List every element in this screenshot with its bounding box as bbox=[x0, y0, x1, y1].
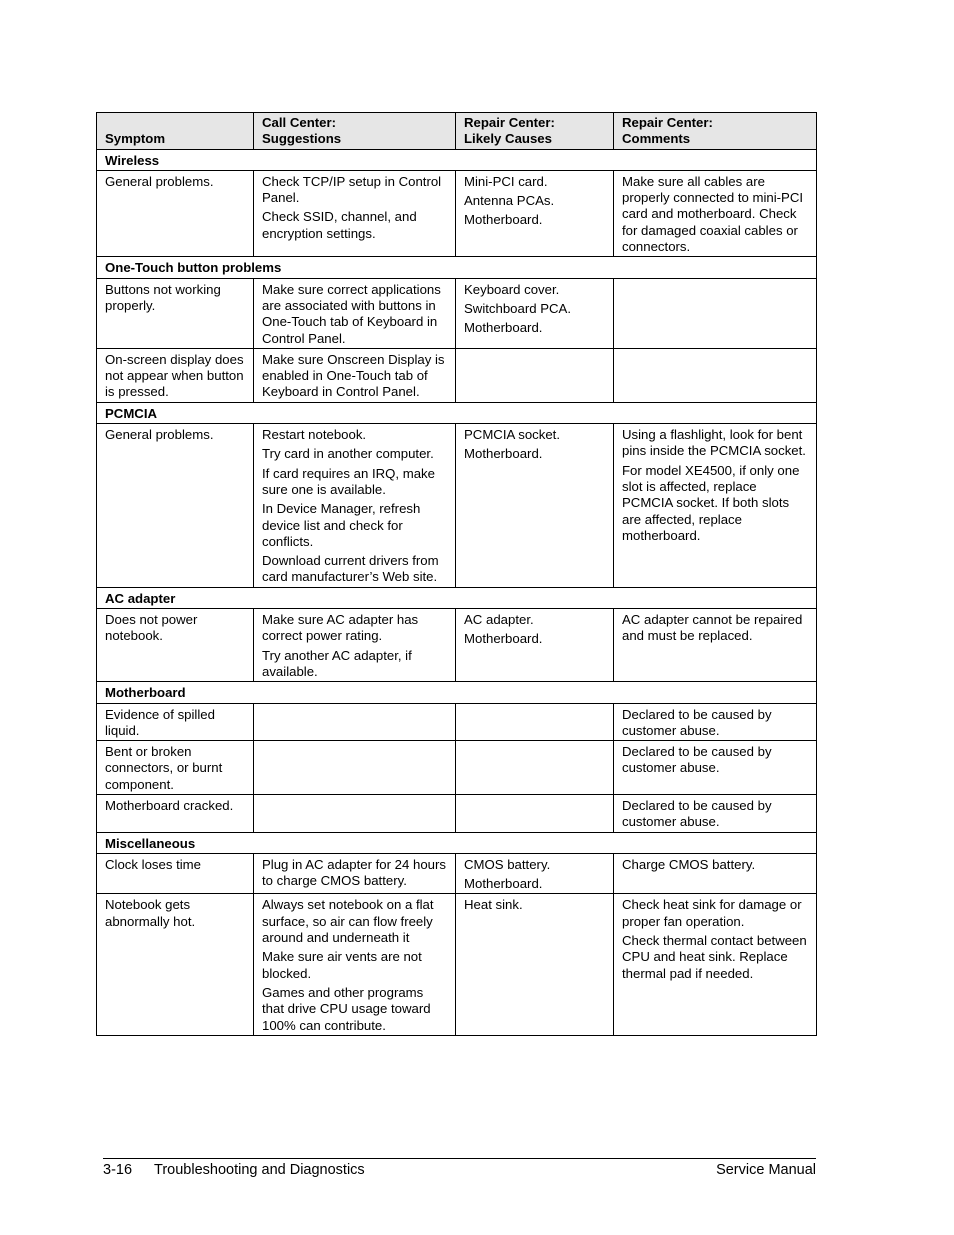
table-header-row bbox=[97, 113, 817, 150]
causes-cell bbox=[456, 853, 614, 894]
section-title: One-Touch button problems bbox=[97, 257, 817, 278]
comments-cell bbox=[614, 894, 817, 1035]
symptom-cell bbox=[97, 348, 254, 402]
table-row bbox=[97, 170, 817, 256]
causes-text: Antenna PCAs. bbox=[464, 193, 555, 209]
suggestions-cell bbox=[254, 703, 456, 741]
comments-text: Declared to be caused by customer abuse. bbox=[622, 797, 772, 830]
header-line: Repair Center: bbox=[464, 115, 555, 130]
symptom-cell bbox=[97, 424, 254, 588]
causes-text: Motherboard. bbox=[464, 446, 543, 462]
comments-text: Charge CMOS battery. bbox=[622, 856, 756, 872]
suggestions-text: Restart notebook. bbox=[262, 427, 367, 443]
suggestions-cell bbox=[254, 170, 456, 256]
header-line: Likely Causes bbox=[464, 131, 552, 147]
causes-text: Switchboard PCA. bbox=[464, 300, 572, 316]
section-title: PCMCIA bbox=[97, 402, 817, 423]
section-title: Motherboard bbox=[97, 682, 817, 703]
section-title: Miscellaneous bbox=[97, 832, 817, 853]
table-body bbox=[97, 149, 817, 1035]
comments-cell bbox=[614, 703, 817, 741]
section-row bbox=[97, 402, 817, 423]
suggestions-cell bbox=[254, 278, 456, 348]
suggestions-cell bbox=[254, 424, 456, 588]
footer-chapter: Troubleshooting and Diagnostics bbox=[154, 1162, 365, 1178]
causes-text: Heat sink. bbox=[464, 897, 523, 913]
suggestions-text: Try card in another computer. bbox=[262, 446, 434, 462]
suggestions-text: Check TCP/IP setup in Control Panel. bbox=[262, 173, 442, 206]
causes-text: Motherboard. bbox=[464, 212, 543, 228]
section-row bbox=[97, 832, 817, 853]
suggestions-text: In Device Manager, refresh device list and check for conflicts. bbox=[262, 501, 421, 549]
comments-cell bbox=[614, 278, 817, 348]
suggestions-text: Make sure Onscreen Display is enabled in One-Touch tab of Keyboard in Control Panel. bbox=[262, 351, 445, 400]
header-line: Comments bbox=[622, 131, 691, 147]
causes-text: Keyboard cover. bbox=[464, 281, 560, 297]
header-line: Symptom bbox=[105, 131, 166, 147]
troubleshooting-table bbox=[96, 112, 817, 1036]
symptom-text: Evidence of spilled liquid. bbox=[105, 706, 215, 738]
symptom-text: Motherboard cracked. bbox=[105, 797, 234, 813]
table-row bbox=[97, 348, 817, 402]
section-row bbox=[97, 257, 817, 278]
section-row bbox=[97, 149, 817, 170]
suggestions-text: Games and other programs that drive CPU usage toward 100% can contribute. bbox=[262, 984, 431, 1033]
suggestions-text: Make sure air vents are not blocked. bbox=[262, 949, 422, 981]
comments-text: AC adapter cannot be repaired and must be replaced. bbox=[622, 612, 803, 644]
table-row bbox=[97, 609, 817, 682]
suggestions-cell bbox=[254, 609, 456, 682]
symptom-cell bbox=[97, 170, 254, 256]
causes-text: AC adapter. bbox=[464, 612, 534, 628]
header-symptom bbox=[97, 113, 254, 150]
table-row bbox=[97, 424, 817, 588]
footer-page-number: 3-16 bbox=[103, 1162, 133, 1178]
suggestions-text: Always set notebook on a flat surface, so air can flow freely around and underneath it bbox=[262, 897, 434, 946]
header-line: Call Center: bbox=[262, 115, 337, 130]
table-row bbox=[97, 741, 817, 795]
footer-manual-title: Service Manual bbox=[716, 1162, 816, 1178]
table-row bbox=[97, 794, 817, 832]
causes-cell bbox=[456, 609, 614, 682]
symptom-cell bbox=[97, 278, 254, 348]
comments-cell bbox=[614, 741, 817, 795]
footer-left bbox=[103, 1162, 387, 1178]
causes-cell bbox=[456, 424, 614, 588]
header-suggestions bbox=[254, 113, 456, 150]
causes-cell bbox=[456, 894, 614, 1035]
comments-cell bbox=[614, 170, 817, 256]
suggestions-cell bbox=[254, 348, 456, 402]
suggestions-cell bbox=[254, 894, 456, 1035]
symptom-cell bbox=[97, 703, 254, 741]
symptom-text: Bent or broken connectors, or burnt component. bbox=[105, 744, 223, 792]
suggestions-text: Download current drivers from card manufacturer’s Web site. bbox=[262, 553, 439, 585]
symptom-text: General problems. bbox=[105, 427, 214, 443]
symptom-text: Clock loses time bbox=[105, 856, 202, 872]
causes-cell bbox=[456, 794, 614, 832]
comments-cell bbox=[614, 609, 817, 682]
header-comments bbox=[614, 113, 817, 150]
comments-text: Check thermal contact between CPU and heat sink. Replace thermal pad if needed. bbox=[622, 933, 807, 981]
comments-cell bbox=[614, 348, 817, 402]
causes-cell bbox=[456, 703, 614, 741]
section-title: Wireless bbox=[97, 149, 817, 170]
suggestions-cell bbox=[254, 741, 456, 795]
symptom-cell bbox=[97, 794, 254, 832]
suggestions-cell bbox=[254, 853, 456, 894]
header-line: Suggestions bbox=[262, 131, 342, 147]
comments-text: For model XE4500, if only one slot is affected, replace PCMCIA socket. If both slots are affected, replace motherboard. bbox=[622, 462, 800, 543]
suggestions-cell bbox=[254, 794, 456, 832]
comments-text: Make sure all cables are properly connected to mini-PCI card and motherboard. Check for damaged coaxial cables or connectors. bbox=[622, 173, 804, 255]
suggestions-text: Check SSID, channel, and encryption settings. bbox=[262, 209, 417, 241]
causes-cell bbox=[456, 170, 614, 256]
symptom-text: On-screen display does not appear when button is pressed. bbox=[105, 351, 244, 400]
causes-text: PCMCIA socket. bbox=[464, 427, 561, 443]
causes-text: Motherboard. bbox=[464, 876, 543, 892]
suggestions-text: If card requires an IRQ, make sure one is available. bbox=[262, 465, 435, 497]
symptom-text: Notebook gets abnormally hot. bbox=[105, 897, 196, 929]
comments-cell bbox=[614, 794, 817, 832]
table-row bbox=[97, 278, 817, 348]
header-causes bbox=[456, 113, 614, 150]
symptom-cell bbox=[97, 853, 254, 894]
symptom-cell bbox=[97, 741, 254, 795]
symptom-text: Buttons not working properly. bbox=[105, 281, 221, 313]
section-title: AC adapter bbox=[97, 587, 817, 608]
causes-text: CMOS battery. bbox=[464, 856, 551, 872]
causes-text: Motherboard. bbox=[464, 631, 543, 647]
causes-text: Motherboard. bbox=[464, 320, 543, 336]
table-row bbox=[97, 853, 817, 894]
comments-cell bbox=[614, 853, 817, 894]
causes-text: Mini-PCI card. bbox=[464, 173, 548, 189]
section-row bbox=[97, 587, 817, 608]
symptom-text: General problems. bbox=[105, 173, 214, 189]
causes-cell bbox=[456, 348, 614, 402]
symptom-text: Does not power notebook. bbox=[105, 612, 198, 644]
comments-text: Declared to be caused by customer abuse. bbox=[622, 706, 772, 738]
comments-text: Using a flashlight, look for bent pins inside the PCMCIA socket. bbox=[622, 427, 806, 459]
page-footer bbox=[103, 1158, 816, 1178]
symptom-cell bbox=[97, 894, 254, 1035]
comments-text: Declared to be caused by customer abuse. bbox=[622, 744, 772, 776]
suggestions-text: Try another AC adapter, if available. bbox=[262, 647, 412, 679]
causes-cell bbox=[456, 278, 614, 348]
table-row bbox=[97, 703, 817, 741]
symptom-cell bbox=[97, 609, 254, 682]
section-row bbox=[97, 682, 817, 703]
suggestions-text: Plug in AC adapter for 24 hours to charge CMOS battery. bbox=[262, 856, 447, 889]
table-row bbox=[97, 894, 817, 1035]
comments-text: Check heat sink for damage or proper fan operation. bbox=[622, 897, 802, 929]
comments-cell bbox=[614, 424, 817, 588]
header-line: Repair Center: bbox=[622, 115, 713, 130]
suggestions-text: Make sure AC adapter has correct power rating. bbox=[262, 612, 419, 644]
causes-cell bbox=[456, 741, 614, 795]
suggestions-text: Make sure correct applications are associated with buttons in One-Touch tab of Keyboard in Control Panel. bbox=[262, 281, 441, 346]
